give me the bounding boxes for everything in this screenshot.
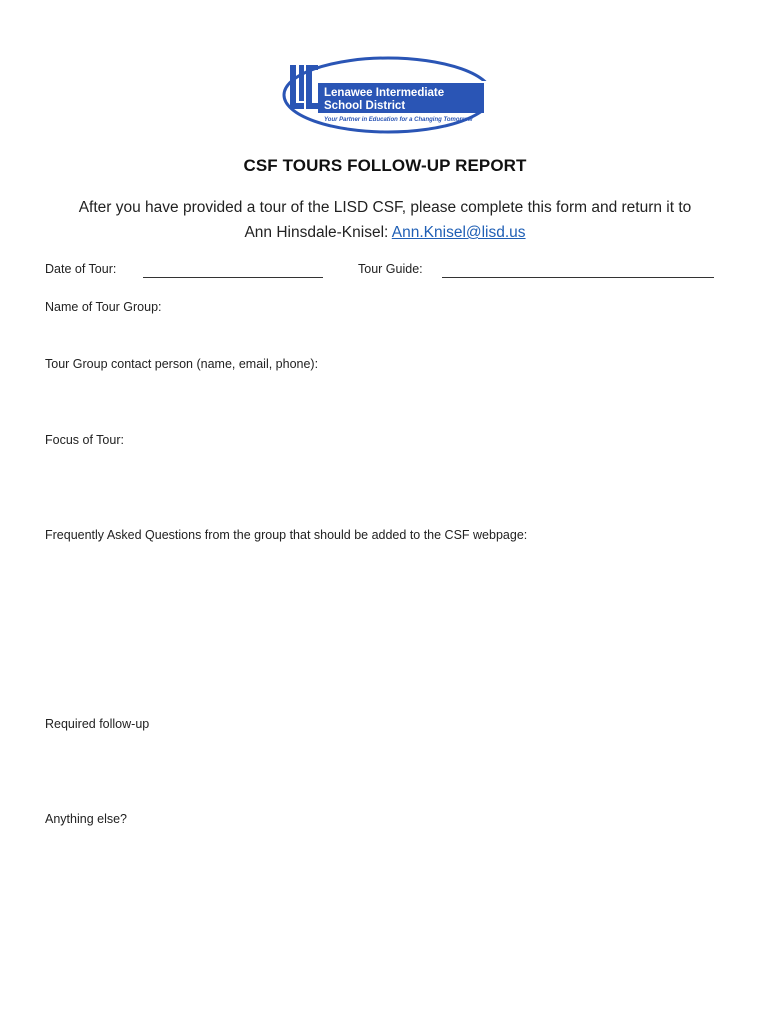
faq-label: Frequently Asked Questions from the group that should be added to the CSF webpage: (45, 528, 528, 542)
date-of-tour-field[interactable] (143, 277, 323, 278)
tour-guide-label: Tour Guide: (358, 262, 423, 276)
email-link[interactable]: Ann.Knisel@lisd.us (391, 224, 526, 241)
tour-guide-field[interactable] (442, 277, 714, 278)
name-of-tour-group-label: Name of Tour Group: (45, 300, 162, 314)
recipient-name: Ann Hinsdale-Knisel: (244, 224, 392, 241)
lisd-logo (280, 55, 490, 137)
anything-else-label: Anything else? (45, 812, 128, 826)
lisd-monogram (290, 65, 318, 109)
contact-person-label: Tour Group contact person (name, email, phone): (45, 357, 319, 371)
focus-of-tour-label: Focus of Tour: (45, 433, 124, 447)
intro-line-1: After you have provided a tour of the LISD CSF, please complete this form and return it to (78, 199, 692, 216)
date-of-tour-label: Date of Tour: (45, 262, 117, 276)
required-followup-label: Required follow-up (45, 717, 150, 731)
logo-line1: Lenawee Intermediate (324, 87, 445, 99)
page-title: CSF TOURS FOLLOW-UP REPORT (243, 156, 527, 175)
logo-tagline: Your Partner in Education for a Changing Tomorrow (324, 117, 473, 123)
intro-line-2 (0, 224, 770, 242)
logo-line2: School District (324, 100, 406, 112)
